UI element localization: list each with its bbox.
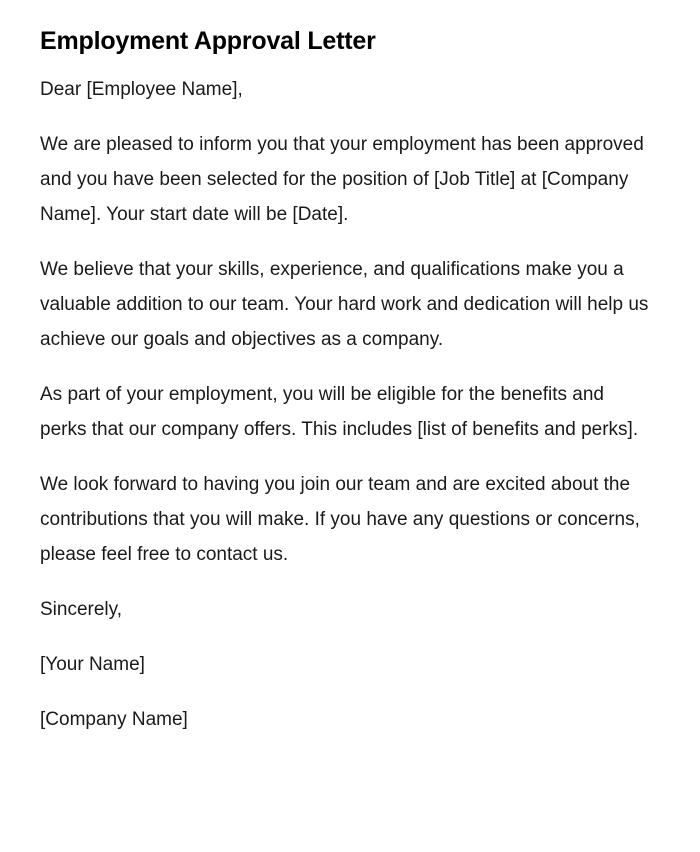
paragraph-qualifications: We believe that your skills, experience, and qualifications make you a valuable addition to our team. Your hard work and dedication will help us achieve our goals and objectives as a company. [40, 259, 649, 350]
letter-title: Employment Approval Letter [40, 27, 376, 55]
paragraph-benefits: As part of your employment, you will be eligible for the benefits and perks that our company offers. This includes [list of benefits and perks]. [40, 384, 639, 440]
closing: Sincerely, [40, 599, 123, 620]
letter-document [40, 22, 652, 757]
letter-body [40, 72, 652, 737]
signer-company: [Company Name] [40, 709, 188, 730]
paragraph-approval: We are pleased to inform you that your employment has been approved and you have been selected for the position of [Job Title] at [Company Name]. Your start date will be [Date]. [40, 134, 644, 225]
signer-name: [Your Name] [40, 654, 145, 675]
salutation: Dear [Employee Name], [40, 79, 243, 100]
paragraph-closing-remarks: We look forward to having you join our team and are excited about the contributions that you will make. If you have any questions or concerns, please feel free to contact us. [40, 474, 640, 565]
